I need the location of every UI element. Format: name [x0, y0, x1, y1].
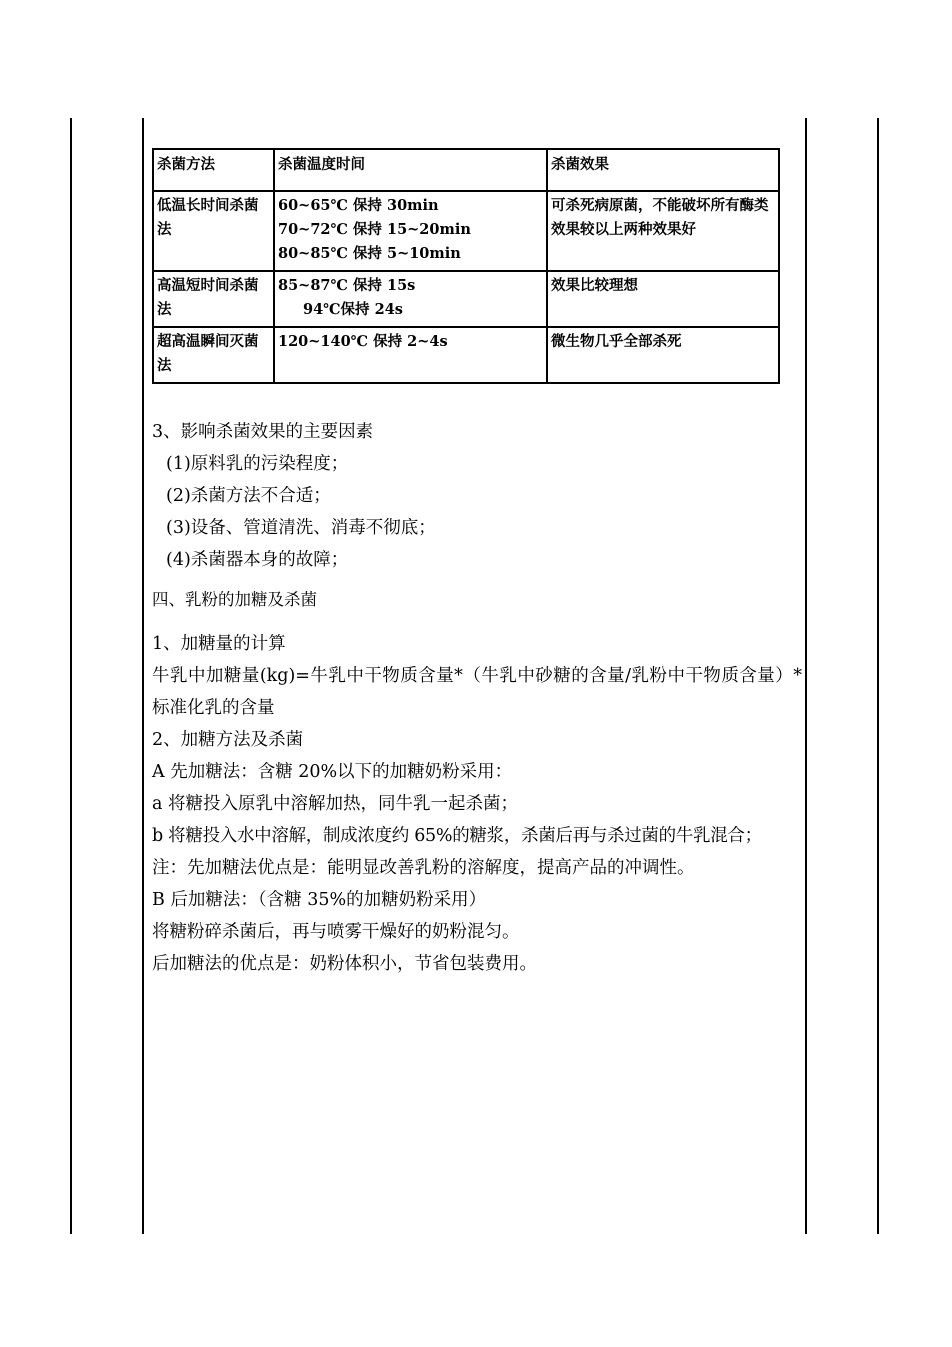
- table-row: [153, 191, 779, 271]
- factors-title: 3、影响杀菌效果的主要因素: [152, 422, 374, 442]
- table-header-row: [153, 149, 779, 191]
- method-cell: 低温长时间杀菌法: [153, 191, 274, 271]
- effect-cell: [547, 191, 779, 271]
- method-cell: 高温短时间杀菌法: [153, 271, 274, 327]
- method-line: b 将糖投入水中溶解，制成浓度约 65%的糖浆，杀菌后再与杀过菌的牛乳混合；: [152, 826, 762, 846]
- sugar-section: [152, 584, 802, 980]
- header-temperature-time: 杀菌温度时间: [274, 149, 547, 191]
- calc-title: 1、加糖量的计算: [152, 634, 286, 654]
- section-heading: 四、乳粉的加糖及杀菌: [152, 590, 317, 609]
- page-border-right-inner: [805, 118, 807, 1234]
- temperature-time-cell: [274, 271, 547, 327]
- temperature-time-cell: [274, 327, 547, 383]
- temp-line: 85~87℃ 保持 15s: [278, 277, 416, 294]
- temp-line: 80~85℃ 保持 5~10min: [278, 245, 461, 262]
- sterilization-table: [152, 148, 780, 384]
- effect-line: 效果较以上两种效果好: [551, 221, 696, 238]
- factor-item: (1)原料乳的污染程度；: [166, 454, 349, 474]
- temp-line: 70~72℃ 保持 15~20min: [278, 221, 471, 238]
- method-cell: 超高温瞬间灭菌法: [153, 327, 274, 383]
- table-row: [153, 327, 779, 383]
- effect-cell: [547, 271, 779, 327]
- effect-line: 效果比较理想: [551, 277, 638, 294]
- temp-line: 94℃保持 24s: [303, 301, 403, 318]
- method-line: A 先加糖法：含糖 20%以下的加糖奶粉采用：: [152, 762, 513, 782]
- method-line: 注：先加糖法优点是：能明显改善乳粉的溶解度，提高产品的冲调性。: [152, 858, 695, 878]
- factor-item: (4)杀菌器本身的故障；: [166, 550, 349, 570]
- header-effect: 杀菌效果: [547, 149, 779, 191]
- method-line: a 将糖投入原乳中溶解加热，同牛乳一起杀菌；: [152, 794, 518, 814]
- effect-line: 可杀死病原菌，不能破坏所有酶类: [551, 197, 769, 214]
- method-title: 2、加糖方法及杀菌: [152, 730, 304, 750]
- temp-line: 120~140℃ 保持 2~4s: [278, 333, 448, 350]
- header-method: 杀菌方法: [153, 149, 274, 191]
- factor-item: (2)杀菌方法不合适；: [166, 486, 331, 506]
- temp-line: 60~65℃ 保持 30min: [278, 197, 439, 214]
- page-border-right-outer: [877, 118, 879, 1234]
- calc-formula: 牛乳中加糖量(kg)=牛乳中干物质含量*（牛乳中砂糖的含量/乳粉中干物质含量）*标准化乳的含量: [152, 666, 802, 718]
- document-content: [152, 148, 802, 980]
- table-row: [153, 271, 779, 327]
- page-border-left-outer: [70, 118, 72, 1234]
- effect-cell: [547, 327, 779, 383]
- temperature-time-cell: [274, 191, 547, 271]
- effect-line: 微生物几乎全部杀死: [551, 333, 682, 350]
- method-line: 将糖粉碎杀菌后，再与喷雾干燥好的奶粉混匀。: [152, 922, 520, 942]
- page-border-left-inner: [142, 118, 144, 1234]
- method-line: 后加糖法的优点是：奶粉体积小，节省包装费用。: [152, 954, 537, 974]
- factor-item: (3)设备、管道清洗、消毒不彻底；: [166, 518, 436, 538]
- method-line: B 后加糖法：（含糖 35%的加糖奶粉采用）: [152, 890, 487, 910]
- factors-section: [152, 416, 802, 576]
